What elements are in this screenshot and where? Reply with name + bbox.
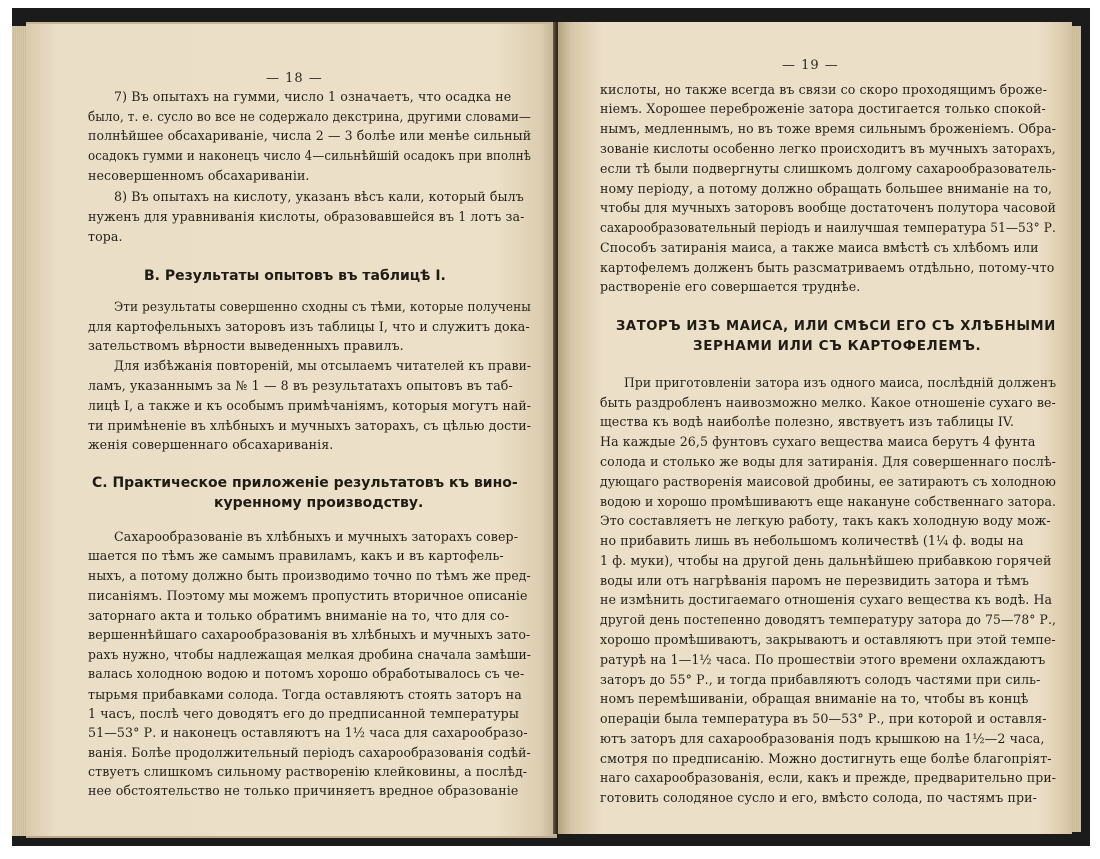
text-line: сахарообразовательный періодъ и наилучшая температура 51—53° Р. <box>600 220 1056 235</box>
text-line: ютъ заторъ для сахарообразованія подъ крышкою на 1½—2 часа, <box>600 730 1045 746</box>
text-line: тырьмя прибавками солода. Тогда оставляютъ стоять заторъ на <box>88 686 522 702</box>
text-line: но прибавить лишь въ небольшомъ количествѣ (1¼ ф. воды на <box>600 533 1024 549</box>
text-line: раствореніе его совершается труднѣе. <box>600 279 861 295</box>
text-line: быть раздробленъ наивозможно мелко. Какое отношеніе сухаго ве- <box>600 394 1056 410</box>
text-line: 1 часъ, послѣ чего доводятъ его до предписанной температуры <box>88 705 519 721</box>
text-line: солода и столько же воды для затиранія. Для совершеннаго послѣ- <box>600 453 1057 469</box>
text-line: чтобы для мучныхъ заторовъ вообще достаточенъ полутора часовой <box>600 200 1056 216</box>
right-page <box>558 22 1072 834</box>
text-line: заторъ до 55° Р., и тогда прибавляютъ солодъ частями при силь- <box>600 671 1041 687</box>
text-line: Способъ затиранія маиса, а также маиса вмѣстѣ съ хлѣбомъ или <box>600 239 1039 255</box>
text-line: номъ перемѣшиваніи, обращая вниманіе на то, чтобы въ концѣ <box>600 691 1029 707</box>
text-line: писаніямъ. Поэтому мы можемъ пропустить вторичное описаніе <box>88 587 528 603</box>
text-line: 1 ф. муки), чтобы на другой день дальнѣйшею прибавкою горячей <box>600 552 1052 568</box>
right-page-edges <box>1072 26 1081 832</box>
section-heading-c-cont: куренному производству. <box>214 495 424 512</box>
text-line: дующаго растворенія маисовой дробины, ее затираютъ съ холодною <box>600 473 1056 489</box>
text-line: картофелемъ долженъ быть разсматриваемъ отдѣльно, потому-что <box>600 259 1055 275</box>
text-line: другой день постепенно доводятъ температуру затора до 75—78° Р., <box>600 612 1056 628</box>
text-line: рахъ нужно, чтобы надлежащая мелкая дробина сначала замѣши- <box>88 647 532 663</box>
text-line: операціи была температура въ 50—53° Р., при которой и оставля- <box>600 711 1047 727</box>
text-line: 51—53° Р. и наконецъ оставляютъ на 1½ часа для сахарообразо- <box>88 725 528 741</box>
text-line: ти примѣненіе въ хлѣбныхъ и мучныхъ заторахъ, съ цѣлью дости- <box>88 417 532 433</box>
text-line: наго сахарообразованія, если, какъ и прежде, предварительно при- <box>600 770 1057 786</box>
page-number-19: — 19 — <box>782 57 839 73</box>
text-line: заторнаго акта и только обратимъ вниманіе на то, что для со- <box>88 607 510 623</box>
text-line: кислоты, но также всегда въ связи со скоро проходящимъ броже- <box>600 81 1047 97</box>
text-line: для картофельныхъ заторовъ изъ таблицы I, что и служитъ дока- <box>88 318 530 334</box>
text-line: смотря по предписанію. Можно достигнуть еще болѣе благопріят- <box>600 750 1052 766</box>
text-line: было, т. е. сусло во все не содержало декстрина, другими словами— <box>88 108 532 124</box>
text-line: если тѣ были подвергнуты слишкомъ долгому сахарообразователь- <box>600 160 1057 176</box>
text-line: ніемъ. Хорошее переброженіе затора достигается только спокой- <box>600 101 1046 117</box>
text-line: 7) Въ опытахъ на гумми, число 1 означаетъ, что осадка не <box>114 88 512 104</box>
text-line: При приготовленіи затора изъ одного маиса, послѣдній долженъ <box>624 374 1057 390</box>
text-line: нее обстоятельство не только причиняетъ вредное образованіе <box>88 783 519 799</box>
text-line: 8) Въ опытахъ на кислоту, указанъ вѣсъ кали, который былъ <box>114 189 524 205</box>
text-line: нуженъ для уравниванія кислоты, образовавшейся въ 1 лотъ за- <box>88 208 525 224</box>
text-line: Эти результаты совершенно сходны съ тѣми, которые получены <box>114 299 531 315</box>
text-line: не измѣнить достигаемаго отношенія сухаго вещества къ водѣ. На <box>600 592 1053 608</box>
left-page <box>26 22 557 838</box>
text-line: зованіе кислоты особенно легко происходитъ въ мучныхъ заторахъ, <box>600 140 1056 156</box>
text-line: женія совершеннаго обсахариванія. <box>88 437 334 453</box>
section-heading-c: С. Практическое приложеніе результатовъ къ вино- <box>92 474 518 491</box>
section-heading-maize: ЗАТОРЪ ИЗЪ МАИСА, ИЛИ СМѢСИ ЕГО СЪ ХЛѢБНЫМИ <box>616 318 1056 335</box>
text-line: ному періоду, а потому должно обращать большее вниманіе на то, <box>600 180 1053 196</box>
text-line: лицѣ I, а также и къ особымъ примѣчаніямъ, которыя могутъ най- <box>88 397 532 413</box>
text-line: Сахарообразованіе въ хлѣбныхъ и мучныхъ заторахъ совер- <box>114 528 519 544</box>
text-line: Это составляетъ не легкую работу, такъ какъ холодную воду мож- <box>600 513 1051 529</box>
text-line: воды или отъ нагрѣванія паромъ не перезвидить затора и тѣмъ <box>600 572 1029 588</box>
text-line: ствуетъ слишкомъ сильному растворенію клейковины, а послѣд- <box>88 763 528 779</box>
text-line: щества къ водѣ наиболѣе полезно, явствуетъ изъ таблицы IV. <box>600 414 1015 430</box>
left-page-edges <box>12 26 26 836</box>
text-line: тора. <box>88 228 123 244</box>
text-line: несовершенномъ обсахариваніи. <box>88 167 310 183</box>
text-line: вершеннѣйшаго сахарообразованія въ хлѣбныхъ и мучныхъ зато- <box>88 627 531 642</box>
text-line: ламъ, указаннымъ за № 1 — 8 въ результатахъ опытовъ въ таб- <box>88 378 513 394</box>
text-line: ванія. Болѣе продолжительный періодъ сахарообразованія содѣй- <box>88 744 531 760</box>
text-line: водою и хорошо промѣшиваютъ еще накануне собственнаго затора. <box>600 493 1057 509</box>
section-heading-maize-cont: ЗЕРНАМИ ИЛИ СЪ КАРТОФЕЛЕМЪ. <box>693 337 982 354</box>
text-line: готовить солодяное сусло и его, вмѣсто солода, по частямъ при- <box>600 790 1037 806</box>
text-line: На каждые 26,5 фунтовъ сухаго вещества маиса берутъ 4 фунта <box>600 434 1036 450</box>
text-line: осадокъ гумми и наконецъ число 4—сильнѣйшій осадокъ при вполнѣ <box>88 148 532 164</box>
text-line: нымъ, медленнымъ, но въ тоже время сильнымъ броженіемъ. Обра- <box>600 121 1057 137</box>
text-line: ратурѣ на 1—1½ часа. По прошествіи этого времени охлаждаютъ <box>600 651 1046 667</box>
text-line: валась холодною водою и потомъ хорошо обработывалось съ че- <box>88 666 525 682</box>
section-heading-b: В. Результаты опытовъ въ таблицѣ I. <box>144 268 446 285</box>
text-line: хорошо промѣшиваютъ, закрываютъ и оставляютъ при этой темпе- <box>600 632 1056 647</box>
text-line: ныхъ, а потому должно быть производимо точно по тѣмъ же пред- <box>88 568 531 584</box>
text-line: зательствомъ вѣрности выведенныхъ правилъ. <box>88 338 404 353</box>
text-line: шается по тѣмъ же самымъ правиламъ, какъ и въ картофель- <box>88 548 504 563</box>
text-line: Для избѣжанія повтореній, мы отсылаемъ читателей къ прави- <box>114 358 532 374</box>
text-line: полнѣйшее обсахариваніе, числа 2 — 3 болѣе или менѣе сильный <box>88 128 532 143</box>
page-number-18: — 18 — <box>266 70 323 86</box>
